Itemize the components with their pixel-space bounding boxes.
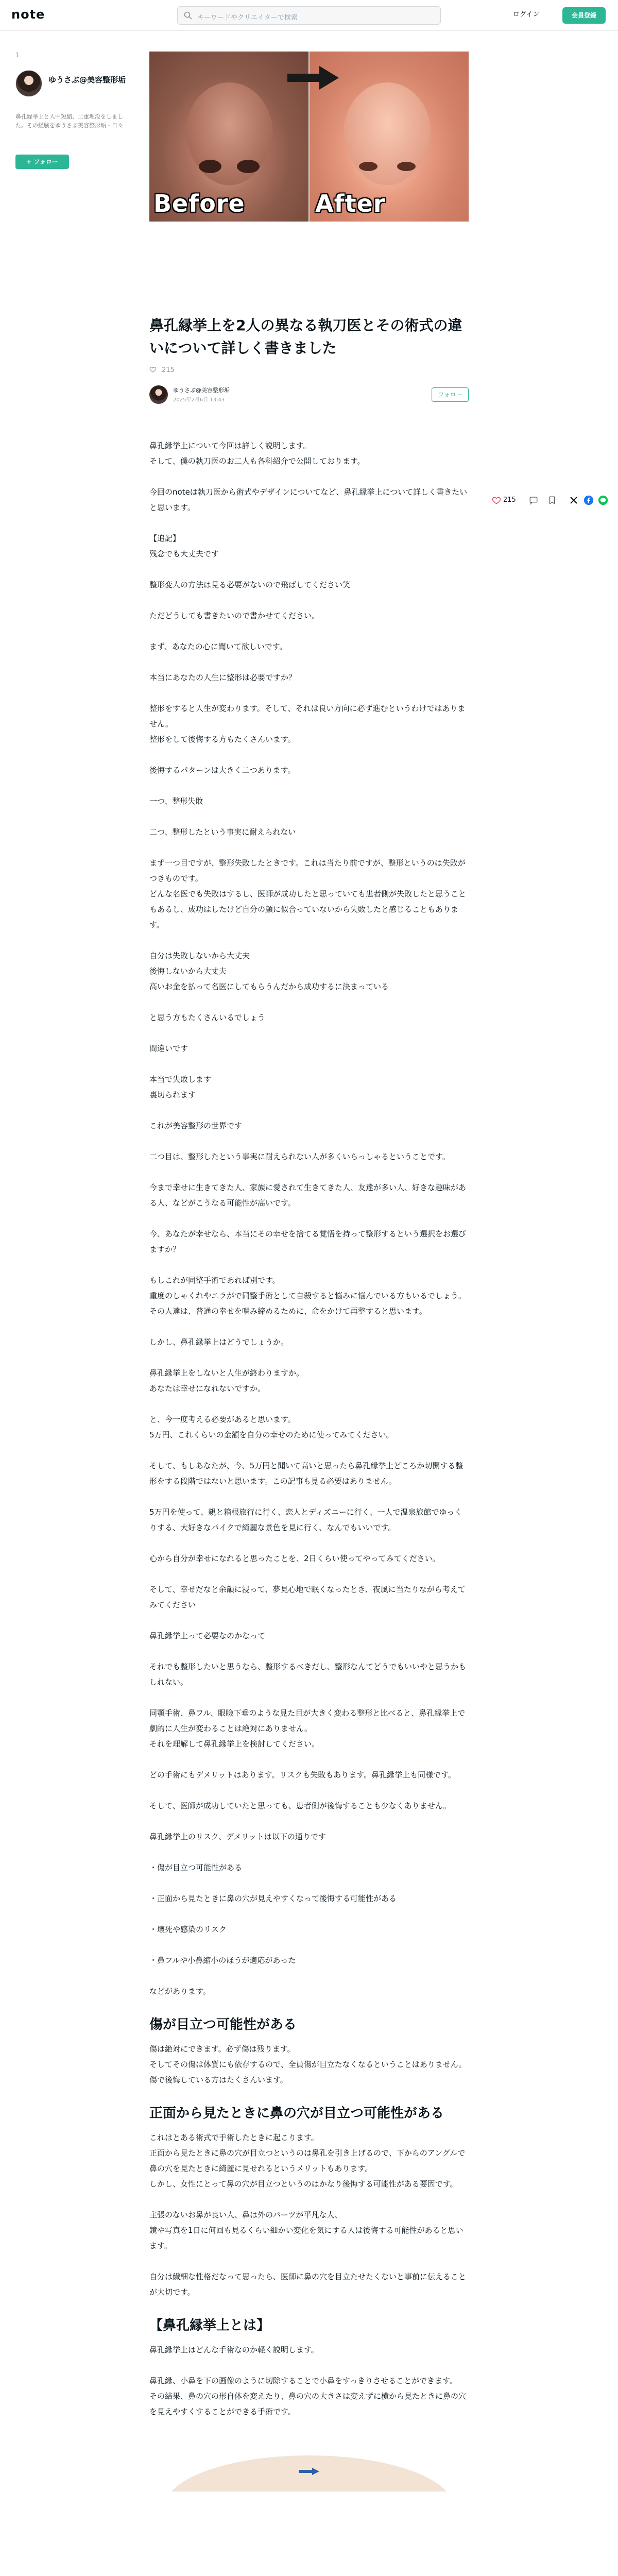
x-share-icon[interactable]: [569, 496, 578, 505]
paragraph: 鼻孔縁挙上のリスク、デメリットは以下の通りです: [149, 1832, 326, 1841]
magazine-label: 1: [15, 52, 20, 59]
diagram-image: [149, 2435, 469, 2492]
creator-sidebar: [15, 52, 129, 165]
paragraph: ・鼻フルや小鼻縮小のほうが適応があった: [149, 1956, 296, 1965]
paragraph: 今まで幸せに生きてきた人、家族に愛されて生きてきた人、友達が多い人、好きな趣味がある人、などがこうなる可能性が高いです。: [149, 1183, 467, 1208]
search-box[interactable]: [177, 6, 441, 25]
paragraph: これはとある術式で手術したときに起こります。 正面から見たときに鼻の穴が目立つというのは鼻孔を引き上げるので、下からのアングルで鼻の穴を見たときに綺麗に見せれるというメリットもあります。 しかし、女性にとって鼻の穴が目立つというのはかなり後悔する可能性がある要因です。: [149, 2133, 466, 2189]
author-name[interactable]: ゆうさぶ@美容整形垢: [173, 387, 230, 394]
paragraph: そして、幸せだなと余韻に浸って、夢見心地で眠くなったとき、夜風に当たりながら考えてみてください: [149, 1585, 466, 1609]
site-header: [0, 0, 618, 31]
paragraph: と思う方もたくさんいるでしょう: [149, 1013, 265, 1022]
like-row: [149, 366, 469, 376]
author-avatar[interactable]: [149, 385, 168, 404]
line-share-icon[interactable]: [598, 495, 608, 505]
site-logo[interactable]: note: [11, 7, 45, 22]
paragraph: 鼻孔縁挙上って必要なのかなって: [149, 1631, 266, 1640]
facebook-share-icon[interactable]: [583, 495, 594, 505]
paragraph: 同顎手術、鼻フル、眼瞼下垂のような見た目が大きく変わる整形と比べると、鼻孔縁挙上で劇的に人生が変わることは絶対にありません。 それを理解して鼻孔縁挙上を検討してください。: [149, 1708, 466, 1749]
paragraph: 一つ、整形失敗: [149, 796, 203, 806]
paragraph: まず、あなたの心に聞いて欲しいです。: [149, 642, 287, 651]
article: [149, 52, 469, 2492]
paragraph: どの手術にもデメリットはあります。リスクも失敗もあります。鼻孔縁挙上も同様です。: [149, 1770, 456, 1780]
paragraph: そして、もしあなたが、今、5万円と聞いて高いと思ったら鼻孔縁挙上どころか切開する整形をする段階ではないと思います。この記事も見る必要はありません。: [149, 1461, 464, 1486]
share-bar: [492, 495, 610, 507]
hero-image: [149, 52, 469, 222]
paragraph: しかし、鼻孔縁挙上はどうでしょうか。: [149, 1337, 289, 1347]
paragraph: 自分は失敗しないから大丈夫 後悔しないから大丈夫 高いお金を払って名医にしてもらうんだから成功するに決まっている: [149, 951, 389, 991]
paragraph: それでも整形したいと思うなら、整形するべきだし、整形なんてどうでもいいやと思うかもしれない。: [149, 1662, 467, 1687]
section-heading: 傷が目立つ可能性がある: [149, 2017, 297, 2032]
follow-button-inline[interactable]: フォロー: [432, 387, 469, 402]
before-label: Before: [153, 190, 245, 217]
login-link[interactable]: ログイン: [513, 11, 540, 19]
paragraph: 【追記】 残念でも大丈夫です: [149, 534, 219, 558]
publish-date: 2025年2月6日 13:43: [173, 397, 225, 403]
avatar[interactable]: [15, 70, 42, 97]
paragraph: 整形変人の方法は見る必要がないので飛ばしてください笑: [149, 580, 351, 589]
paragraph-list: [149, 438, 469, 1999]
paragraph: 今、あなたが幸せなら、本当にその幸せを捨てる覚悟を持って整形するという選択をお選びますか？: [149, 1229, 467, 1254]
paragraph: 自分は繊細な性格だなって思ったら、医師に鼻の穴を目立たせたくないと事前に伝えることが大切です。: [149, 2272, 467, 2297]
arrow-right-icon: [299, 2468, 319, 2475]
person-add-icon: +: [26, 158, 34, 165]
paragraph: 整形をすると人生が変わります。そして、それは良い方向に必ず進むというわけではありません。 整形をして後悔する方もたくさんいます。: [149, 704, 466, 744]
paragraph: 間違いです: [149, 1044, 188, 1053]
article-body: [149, 438, 469, 2492]
paragraph: ・壊死や感染のリスク: [149, 1925, 227, 1934]
paragraph: 鼻孔縁挙上はどんな手術なのか軽く説明します。: [149, 2345, 319, 2354]
paragraph: 主張のないお鼻が良い人、鼻は外のパーツが平凡な人、 鏡や写真を1日に何回も見るくらい細かい変化を気にする人は後悔する可能性があると思います。: [149, 2210, 464, 2250]
paragraph: 鼻孔縁、小鼻を下の画像のように切除することで小鼻をすっきりさせることができます。 その結果、鼻の穴の形自体を変えたり、鼻の穴の大きさは変えずに横から見たときに鼻の穴を見えやすくすることができる手術です。: [149, 2376, 467, 2416]
paragraph: 二つ目は、整形したという事実に耐えられない人が多くいらっしゃるということです。: [149, 1152, 450, 1161]
paragraph: ・傷が目立つ可能性がある: [149, 1863, 243, 1872]
creator-name[interactable]: ゆうさぶ@美容整形垢: [48, 75, 126, 84]
article-title: 鼻孔縁挙上を2人の異なる執刀医とその術式の違いについて詳しく書きました: [149, 317, 462, 357]
paragraph: これが美容整形の世界です: [149, 1121, 243, 1130]
author-row: [149, 385, 469, 406]
like-count-top: 215: [162, 366, 175, 374]
paragraph: 心から自分が幸せになれると思ったことを、2日くらい使ってやってみてください。: [149, 1554, 440, 1563]
paragraph: 後悔するパターンは大きく二つあります。: [149, 766, 296, 775]
heart-icon[interactable]: [492, 496, 501, 505]
paragraph: 二つ、整形したという事実に耐えられない: [149, 827, 296, 837]
paragraph: 鼻孔縁挙上について今回は詳しく説明します。 そして、僕の執刀医のお二人も各科紹介で公開しております。: [149, 441, 365, 466]
paragraph: ただどうしても書きたいので書かせてください。: [149, 611, 320, 620]
bookmark-icon[interactable]: [547, 496, 557, 505]
paragraph: 5万円を使って、親と箱根旅行に行く、恋人とディズニーに行く、一人で温泉旅館でゆっくりする、大好きなパイクで綺麗な景色を見に行く、なんでもいいです。: [149, 1507, 462, 1532]
follow-button[interactable]: [15, 155, 69, 169]
paragraph: 鼻孔縁挙上をしないと人生が終わりますか。 あなたは幸せになれないですか。: [149, 1368, 304, 1393]
paragraph: もしこれが同整手術であれば別です。 重度のしゃくれやエラがで同整手術として自殺すると悩みに悩んでいる方もいるでしょう。 その人達は、普通の幸せを噛み締めるために、命をかけて再整すると思います。: [149, 1276, 466, 1316]
paragraph: 今回のnoteは執刀医から術式やデザインについてなど、鼻孔縁挙上について詳しく書きたいと思います。: [149, 487, 468, 512]
paragraph: などがあります。: [149, 1987, 211, 1996]
comment-icon[interactable]: [529, 496, 538, 505]
follow-label: フォロー: [33, 158, 58, 165]
section-heading: 【鼻孔縁挙上とは】: [149, 2318, 270, 2333]
search-placeholder: キーワードやクリエイターで検索: [197, 14, 298, 22]
search-icon: [184, 11, 192, 20]
paragraph: ・正面から見たときに鼻の穴が見えやすくなって後悔する可能性がある: [149, 1894, 397, 1903]
arrow-right-icon: [287, 66, 339, 90]
signup-button[interactable]: 会員登録: [562, 7, 606, 24]
after-label: After: [315, 190, 386, 217]
paragraph: と、今一度考える必要があると思います。 5万円、これくらいの金額を自分の幸せのために使ってみてください。: [149, 1415, 394, 1439]
paragraph: 本当にあなたの人生に整形は必要ですか？: [149, 673, 297, 682]
like-count: 215: [503, 496, 516, 504]
paragraph: 本当で失敗します 裏切られます: [149, 1075, 212, 1099]
section-list: [149, 2014, 469, 2419]
paragraph: そして、医師が成功していたと思っても、患者側が後悔することも少なくありません。: [149, 1801, 451, 1810]
paragraph: まず一つ目ですが、整形失敗したときです。これは当たり前ですが、整形というのは失敗がつきものです。 どんな名医でも失敗はするし、医師が成功したと思っていても患者側が失敗したと思うこともあるし、成功はしたけど自分の顔に似合っていないから失敗したと感じることもあります。: [149, 858, 467, 929]
heart-outline-icon[interactable]: [149, 366, 157, 373]
section-heading: 正面から見たときに鼻の穴が目立つ可能性がある: [149, 2106, 444, 2121]
paragraph: 傷は絶対にできます。必ず傷は残ります。 そしてその傷は体質にも依存するので、全員傷が目立たなくなるということはありません。 傷で後悔している方はたくさんいます。: [149, 2044, 467, 2084]
creator-description: 鼻孔縁挙上と人中短縮、二重埋没をしました。その経験をゆうさぶ美容整形垢・日々: [15, 113, 123, 129]
